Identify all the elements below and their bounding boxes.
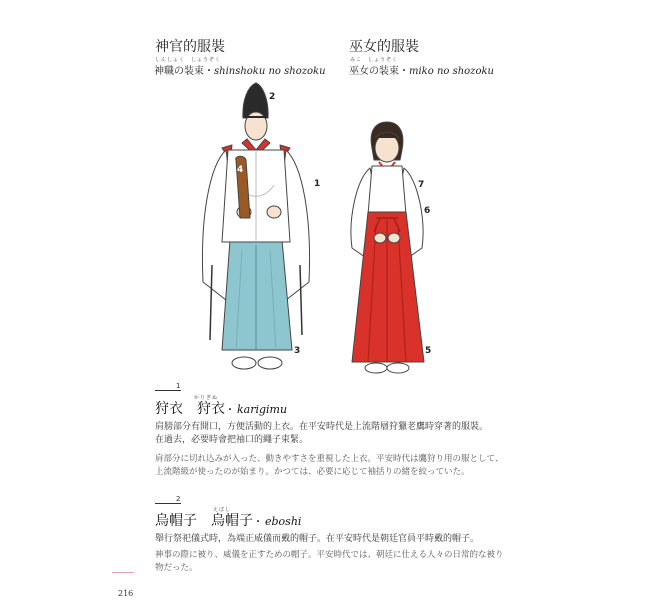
section-1-romaji: karigimu — [237, 403, 288, 416]
section-1-term — [155, 398, 287, 418]
priest-heading-jp: 神職の装束 — [154, 66, 204, 77]
section-1-text-zh: 肩膀部分有開口，方便活動的上衣。在平安時代是上流階層狩獵老鷹時穿著的服裝。在過去，必要時會把袖口的繩子束緊。 — [155, 422, 489, 445]
section-2-term-jp: 烏帽子 — [211, 513, 253, 529]
callout-2: 2 — [269, 92, 276, 102]
miko-figure — [351, 122, 424, 373]
priest-heading-ruby: しんしょく しょうぞく — [155, 57, 222, 63]
miko-heading-jp: 巫女の装束 — [349, 66, 399, 77]
section-2-term-zh: 烏帽子 — [155, 513, 197, 529]
section-1-ruby: かりぎぬ — [194, 395, 219, 401]
miko-heading: 巫女的服裝 — [349, 39, 419, 55]
priest-figure — [202, 83, 309, 369]
page-number: 216 — [118, 589, 134, 598]
priest-heading-romaji: shinshoku no shozoku — [214, 66, 326, 77]
section-1-rule — [155, 390, 181, 391]
miko-heading-ruby: みこ しょうぞく — [350, 57, 399, 63]
section-2-romaji: eboshi — [265, 515, 302, 528]
callout-7: 7 — [418, 180, 425, 190]
callout-5: 5 — [425, 346, 432, 356]
section-2-rule — [155, 503, 181, 504]
callout-1: 1 — [314, 179, 321, 189]
section-2-term — [155, 510, 301, 530]
section-1-sep: ・ — [225, 405, 235, 416]
miko-kosode — [368, 166, 406, 215]
section-2-ruby: えぼし — [213, 507, 232, 513]
callout-6: 6 — [424, 206, 431, 216]
callout-4: 4 — [237, 165, 244, 175]
miko-heading-sep: ・ — [399, 66, 409, 77]
section-1-number: 1 — [176, 382, 181, 390]
priest-heading: 神官的服裝 — [155, 39, 225, 55]
section-2-number: 2 — [176, 495, 181, 503]
section-2-sep: ・ — [253, 517, 263, 528]
section-2-text-zh: 舉行祭祀儀式時，為端正威儀而戴的帽子。在平安時代是朝廷官員平時戴的帽子。 — [155, 534, 480, 544]
section-1-term-zh: 狩衣 — [155, 401, 183, 417]
section-1-term-jp: 狩衣 — [197, 401, 225, 417]
priest-hakama — [222, 240, 292, 350]
section-1-text-jp: 肩部分に切れ込みが入った、動きやすさを重視した上衣。平安時代は鷹狩り用の服として、上流階級が使ったのが始まり。かつては、必要に応じて袖括りの緒を絞っていた。 — [155, 454, 504, 477]
priest-heading-sep: ・ — [204, 66, 214, 77]
miko-face — [375, 134, 399, 162]
callout-3: 3 — [294, 346, 301, 356]
section-2-text-jp: 神事の際に被り、威儀を正すための帽子。平安時代では、朝廷に仕える人々の日常的な被り物だった。 — [155, 550, 504, 573]
page-number-rule — [112, 572, 134, 573]
miko-heading-romaji: miko no shozoku — [409, 66, 494, 77]
